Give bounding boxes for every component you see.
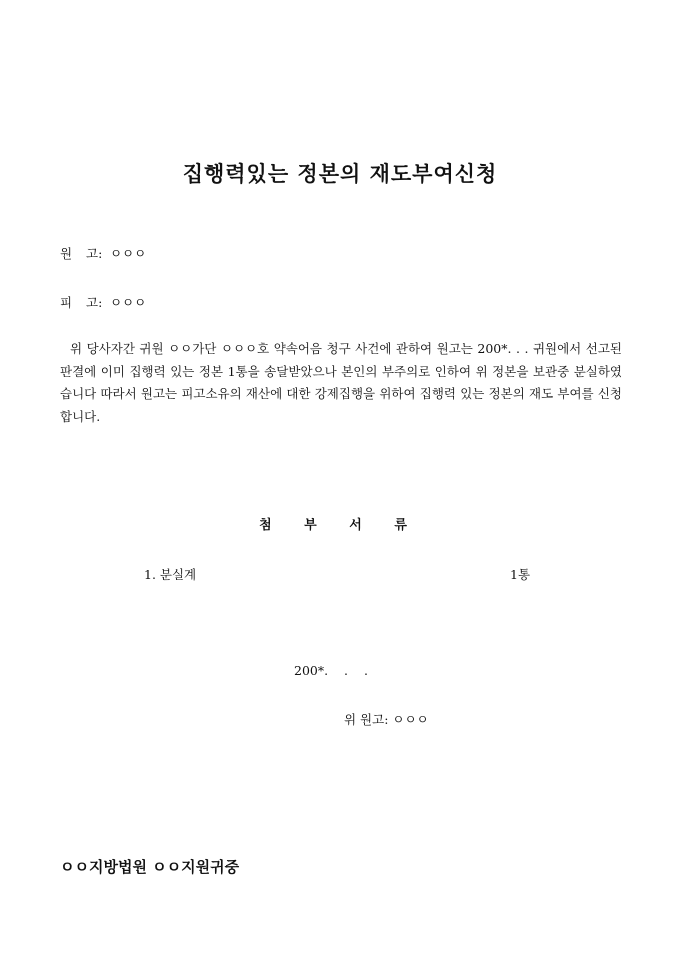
plaintiff-label-b: 고: xyxy=(86,246,103,261)
attachments-heading: 첨 부 서 류 xyxy=(259,518,421,533)
court-addressee: ㅇㅇ지방법원 ㅇㅇ지원귀중 xyxy=(60,858,240,876)
filing-date: 200*. . . xyxy=(294,663,368,678)
plaintiff-line xyxy=(60,244,146,262)
document-title: 집행력있는 정본의 재도부여신청 xyxy=(182,161,498,186)
defendant-label-b: 고: xyxy=(86,295,103,310)
plaintiff-label-a: 원 xyxy=(60,246,73,261)
signer-line: 위 원고: ㅇㅇㅇ xyxy=(344,712,429,727)
attachment-item-name: 1. 분실계 xyxy=(144,567,197,582)
defendant-label-a: 피 xyxy=(60,295,73,310)
defendant-name: ㅇㅇㅇ xyxy=(109,295,147,310)
petition-body: 위 당사자간 귀원 ㅇㅇ가단 ㅇㅇㅇ호 약속어음 청구 사건에 관하여 원고는 200*. . . 귀원에서 선고된 판결에 이미 집행력 있는 정본 1통을 송달받았으나 본인의 부주의로 인하여 위 정본을 보관중 분실하였습니다 따라서 원고는 피고소유의 재산에 대한 강제집행을 위하여 집행력 있는 정본의 재도 부여를 신청합니다. xyxy=(60,341,622,424)
plaintiff-name: ㅇㅇㅇ xyxy=(109,246,147,261)
attachment-item-count: 1통 xyxy=(510,567,531,582)
defendant-line xyxy=(60,293,146,311)
